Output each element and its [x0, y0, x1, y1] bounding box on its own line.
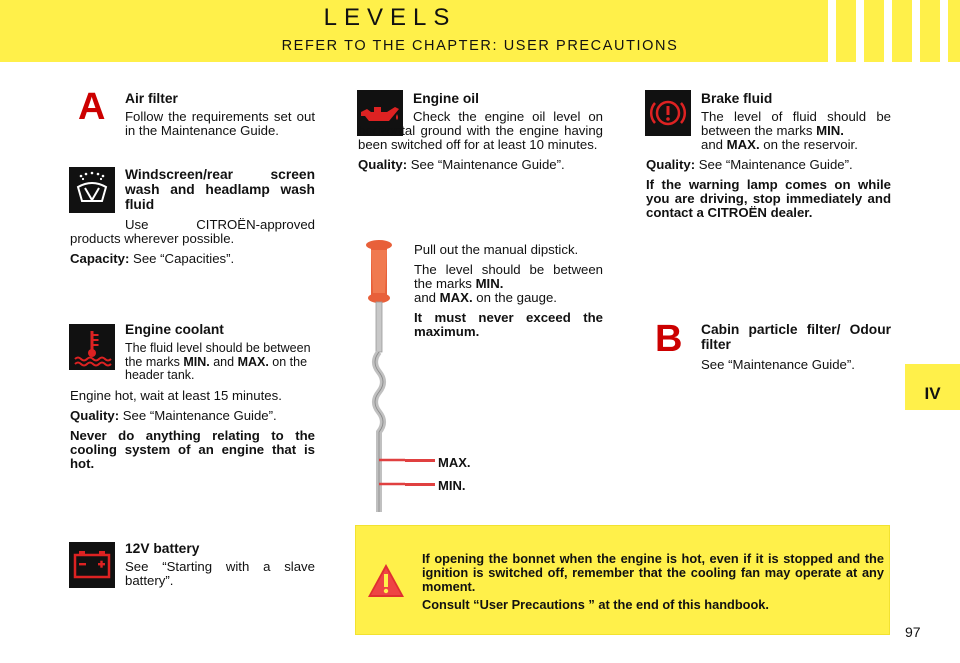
brake-fluid-section [646, 91, 891, 220]
cabin-filter-section [701, 322, 891, 372]
washer-fluid-text: Use CITROËN-approved products wherever possible. [70, 217, 315, 246]
dipstick-text-1: Pull out the manual dipstick. [414, 242, 579, 257]
coolant-level-text: The fluid level should be between the marks MIN. and MAX. on the header tank. [125, 341, 311, 382]
coolant-quality-label: Quality: [70, 407, 120, 423]
min-mark-line [405, 483, 435, 486]
bonnet-warning-box [355, 525, 890, 635]
warning-triangle-icon [366, 562, 406, 600]
washer-capacity-text: See “Capacities”. [129, 251, 235, 266]
coolant-quality-text: See “Maintenance Guide”. [119, 407, 277, 423]
section-letter-b: B [655, 318, 683, 360]
dipstick-text-2: The level should be between the marks MIN. and MAX. on the gauge. [414, 262, 603, 305]
washer-fluid-title: Windscreen/rear screen wash and headlamp wash fluid [125, 167, 315, 212]
air-filter-title: Air filter [125, 91, 178, 106]
chapter-tab[interactable] [905, 364, 960, 410]
page-header [0, 0, 960, 62]
coolant-section [70, 322, 315, 471]
battery-icon [69, 542, 115, 588]
engine-oil-title: Engine oil [413, 91, 479, 106]
engine-oil-quality-text: See “Maintenance Guide”. [407, 157, 565, 172]
engine-oil-section [358, 91, 603, 172]
page-number: 97 [905, 624, 921, 640]
coolant-hot-text: Engine hot, wait at least 15 minutes. [70, 387, 282, 403]
air-filter-section [125, 91, 315, 138]
washer-fluid-section [70, 167, 315, 266]
header-stripes [820, 0, 960, 62]
dipstick-section [414, 243, 603, 339]
max-mark-label: MAX. [438, 455, 471, 470]
max-mark-line [405, 459, 435, 462]
bonnet-warning-text-1: If opening the bonnet when the engine is hot, even if it is stopped and the ignition is switched off, remember that the cooling fan may operate at any moment. [422, 551, 884, 594]
cabin-filter-text: See “Maintenance Guide”. [701, 357, 855, 372]
min-mark-label: MIN. [438, 478, 466, 493]
chapter-tab-label: IV [924, 384, 941, 403]
section-letter-a: A [78, 86, 106, 128]
brake-quality-label: Quality: [646, 157, 696, 172]
battery-title: 12V battery [125, 541, 200, 556]
brake-warning-text: If the warning lamp comes on while you are driving, stop immediately and contact a CITROËN dealer. [646, 177, 891, 220]
page-subtitle: REFER TO THE CHAPTER: USER PRECAUTIONS [281, 38, 679, 54]
dipstick-illustration [355, 238, 405, 518]
coolant-title: Engine coolant [125, 322, 224, 337]
battery-text: See “Starting with a slave battery”. [125, 559, 315, 588]
brake-quality-text: See “Maintenance Guide”. [695, 157, 853, 172]
page-title: LEVELS [323, 4, 457, 31]
air-filter-text: Follow the requirements set out in the Maintenance Guide. [125, 109, 315, 138]
washer-capacity-label: Capacity: [70, 251, 130, 266]
dipstick-text-3: It must never exceed the maximum. [414, 310, 603, 339]
engine-oil-text: Check the engine oil level on horizontal ground with the engine having been switched off for at least 10 minutes. [358, 109, 603, 152]
bonnet-warning-text-2: Consult “User Precautions ” at the end of this handbook. [422, 597, 769, 612]
battery-section [125, 541, 315, 588]
brake-fluid-text: The level of fluid should be between the marks MIN. and MAX. on the reservoir. [701, 109, 891, 152]
engine-oil-quality-label: Quality: [358, 157, 408, 172]
cabin-filter-title: Cabin particle filter/ Odour filter [701, 322, 891, 352]
brake-fluid-title: Brake fluid [701, 91, 773, 106]
coolant-warning-text: Never do anything relating to the cooling system of an engine that is hot. [70, 427, 315, 471]
